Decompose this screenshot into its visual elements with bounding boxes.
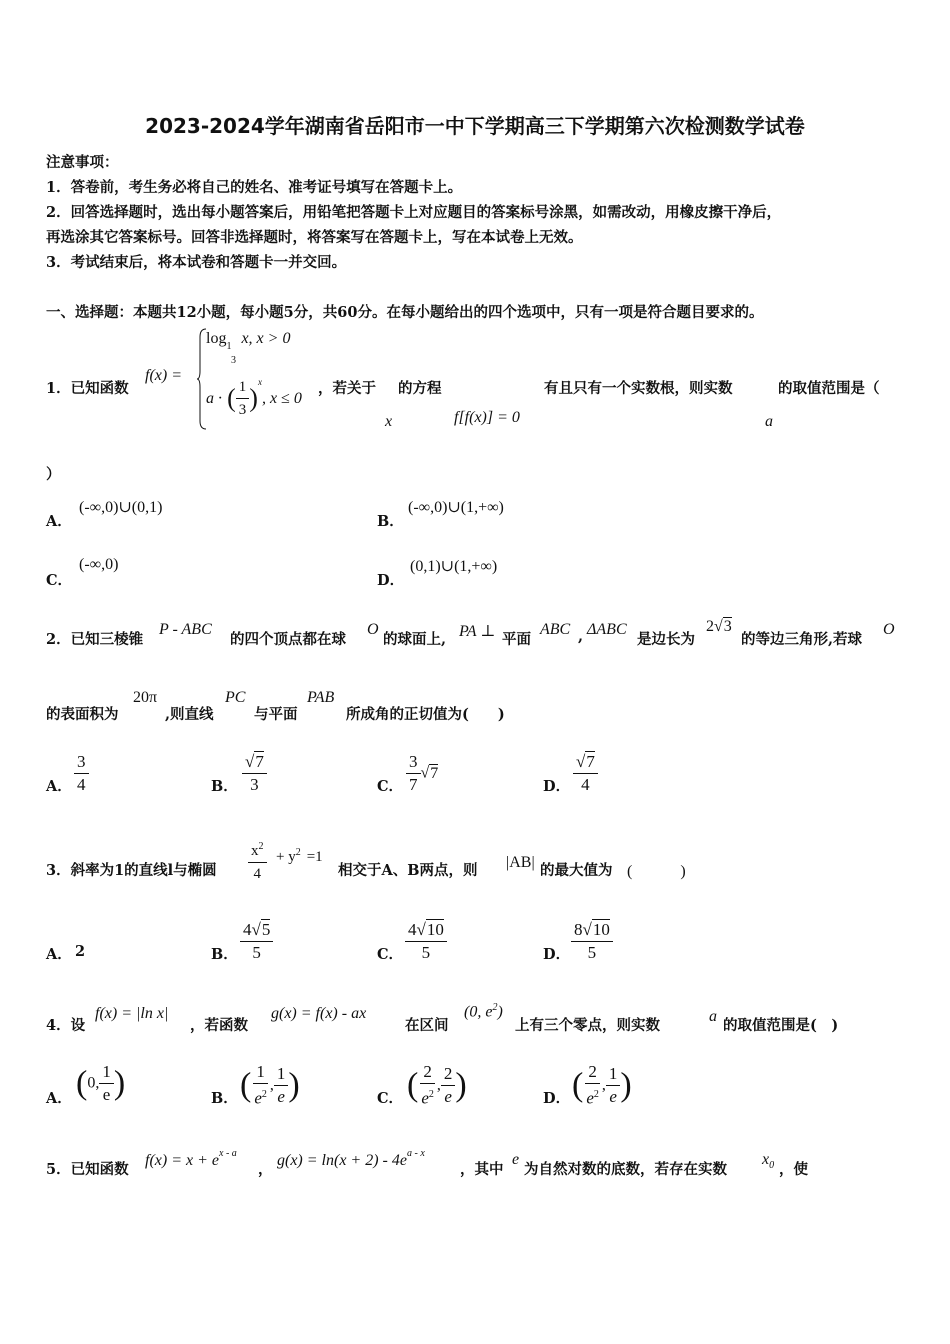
q3-paren: ( ) [627, 863, 686, 880]
q2-math: PC [225, 689, 246, 706]
q4-text: 在区间 [405, 1017, 449, 1034]
q1-case1-base: 3 [231, 355, 236, 366]
q2-option-a[interactable]: A． [46, 778, 72, 795]
q3-text: 相交于A、B两点，则 [338, 862, 478, 879]
q1-text: 有且只有一个实数根，则实数 [544, 380, 733, 397]
q3-ellipse-frac: $\frac{x^2}{4}$ [248, 836, 267, 885]
q1-option-c-value: (-∞,0) [79, 556, 119, 573]
q3-text: 的最大值为 [540, 862, 613, 879]
q2-text: 的等边三角形,若球 [741, 631, 863, 648]
q1-var-x: x [385, 413, 393, 430]
q4-text: 的取值范围是( ) [723, 1017, 839, 1034]
q4-math: g(x) = f(x) - ax [271, 1005, 367, 1022]
q5-text: ， [258, 1161, 273, 1178]
q2-text: 是边长为 [637, 631, 695, 648]
q1-option-c[interactable]: C． [46, 572, 73, 589]
section-heading: 一、选择题：本题共12小题，每小题5分，共60分。在每小题给出的四个选项中，只有一项是符合题目要求的。 [46, 304, 764, 321]
q2-text: 的四个顶点都在球 [230, 631, 346, 648]
q1-var-a: a [765, 413, 773, 430]
q2-math: PA ⊥ [459, 623, 496, 640]
q3-option-b[interactable]: B． [211, 946, 238, 963]
q3-option-d-value: $\frac{8√10}{5}$ [571, 919, 613, 964]
page-title: 2023-2024学年湖南省岳阳市一中下学期高三下学期第六次检测数学试卷 [145, 114, 805, 138]
q4-text: 4．设 [46, 1017, 86, 1034]
q1-option-b-value: (-∞,0)∪(1,+∞) [408, 499, 504, 516]
q2-text: 2．已知三棱锥 [46, 631, 144, 648]
q2-text: , [578, 628, 584, 645]
q2-text: ,则直线 [165, 706, 214, 723]
q1-case2: a · ( $\frac{1}{3}$ )$^x$, x ≤ 0 [206, 377, 302, 418]
q3-option-a[interactable]: A． [46, 946, 72, 963]
q1-option-a[interactable]: A． [46, 513, 72, 530]
q2-math: P - ABC [159, 621, 212, 638]
q4-text: 上有三个零点，则实数 [515, 1017, 660, 1034]
q4-option-c[interactable]: C． [377, 1090, 404, 1107]
q4-text: ，若函数 [190, 1017, 248, 1034]
q2-option-b-value: $\frac{√7}{3}$ [242, 751, 267, 796]
notice-item: 3．考试结束后，将本试卷和答题卡一并交回。 [46, 254, 347, 271]
q1-option-d[interactable]: D． [377, 572, 405, 589]
q1-case1: $\log_1 x$, x > 0 [206, 330, 291, 352]
q2-math: ΔABC [587, 621, 627, 638]
q3-option-c-value: $\frac{4√10}{5}$ [405, 919, 447, 964]
q2-math: 20π [133, 689, 158, 706]
q2-option-a-value: $\frac{3}{4}$ [74, 751, 89, 796]
q2-math: ABC [540, 621, 571, 638]
q2-text: 的球面上, [383, 631, 447, 648]
q3-option-c[interactable]: C． [377, 946, 404, 963]
q4-math: (0, $e^2$) [464, 1002, 503, 1021]
q5-text: 为自然对数的底数，若存在实数 [524, 1161, 727, 1178]
q2-text: 平面 [502, 631, 531, 648]
q5-math: $f(x) = x + e^{x - a}$ [145, 1148, 237, 1169]
q1-close: ） [46, 466, 61, 483]
notice-heading: 注意事项： [46, 154, 119, 171]
notice-item: 2．回答选择题时，选出每小题答案后，用铅笔把答题卡上对应题目的答案标号涂黑，如需改动，用橡皮擦干净后， [46, 204, 782, 221]
q4-option-d-value: ( $\frac{2}{e^2}$ , $\frac{1}{e}$ ) [572, 1062, 632, 1108]
q3-ellipse-tail: + $y^2 =1$ [276, 847, 323, 865]
q2-math: PAB [307, 689, 335, 706]
q1-option-d-value: (0,1)∪(1,+∞) [410, 558, 498, 575]
q3-option-b-value: $\frac{4√5}{5}$ [240, 919, 273, 964]
q4-option-d[interactable]: D． [543, 1090, 571, 1107]
q4-option-b[interactable]: B． [211, 1090, 238, 1107]
q2-math: O [367, 621, 379, 638]
notice-item: 再选涂其它答案标号。回答非选择题时，将答案写在答题卡上，写在本试卷上无效。 [46, 229, 583, 246]
q1-option-a-value: (-∞,0)∪(0,1) [79, 499, 163, 516]
q5-math: $g(x) = \ln(x + 2) - 4e^{a - x}$ [277, 1148, 425, 1169]
q3-text: 3．斜率为1的直线l与椭圆 [46, 862, 217, 879]
q4-option-c-value: ( $\frac{2}{e^2}$ , $\frac{2}{e}$ ) [407, 1062, 467, 1108]
q3-option-d[interactable]: D． [543, 946, 571, 963]
q1-prefix: 1．已知函数 [46, 380, 129, 397]
q2-text: 的表面积为 [46, 706, 119, 723]
q4-math: a [709, 1008, 717, 1025]
q1-text: ，若关于 [318, 380, 376, 397]
q3-option-a-value: 2 [75, 943, 86, 960]
q5-math: e [512, 1151, 520, 1168]
q4-option-a-value: (0, $\frac{1}{e}$ ) [76, 1062, 126, 1104]
q2-option-d[interactable]: D． [543, 778, 571, 795]
q3-abs-ab: |AB| [506, 854, 535, 871]
q5-text: ，其中 [460, 1161, 504, 1178]
notice-item: 1．答卷前，考生务必将自己的姓名、准考证号填写在答题卡上。 [46, 179, 463, 196]
q1-option-b[interactable]: B． [377, 513, 404, 530]
q2-option-c[interactable]: C． [377, 778, 404, 795]
q2-option-d-value: $\frac{√7}{4}$ [573, 751, 598, 796]
q4-option-a[interactable]: A． [46, 1090, 72, 1107]
q1-fx: f(x) = [145, 367, 182, 384]
q1-text: 的方程 [398, 380, 442, 397]
q2-math: O [883, 621, 895, 638]
q2-math: 2√3 [706, 618, 732, 635]
q2-option-b[interactable]: B． [211, 778, 238, 795]
q2-text: 所成角的正切值为( ) [346, 706, 505, 723]
q1-equation: f[f(x)] = 0 [454, 409, 520, 426]
q4-option-b-value: ( $\frac{1}{e^2}$ , $\frac{1}{e}$ ) [240, 1062, 300, 1108]
q5-text: ，使 [779, 1161, 808, 1178]
q4-math: f(x) = |ln x| [95, 1005, 169, 1022]
q2-option-c-value: $\frac{3}{7}$ √7 [406, 751, 438, 796]
q5-text: 5．已知函数 [46, 1161, 129, 1178]
q5-math: $x_0$ [762, 1151, 775, 1172]
q2-text: 与平面 [254, 706, 298, 723]
q1-text: 的取值范围是（ [778, 380, 880, 397]
